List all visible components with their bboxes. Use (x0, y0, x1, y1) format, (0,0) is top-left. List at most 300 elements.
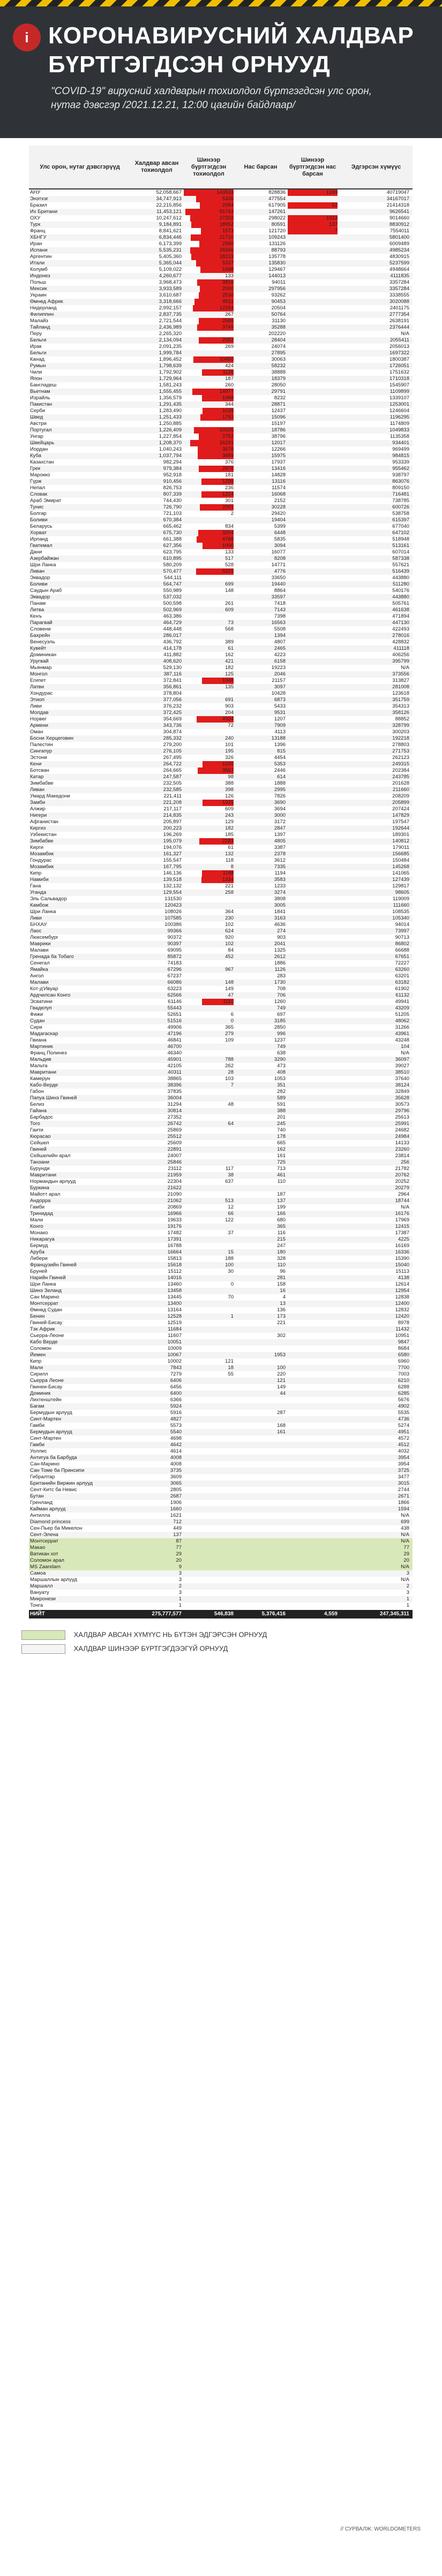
cell-new-cases: 221 (225, 883, 234, 889)
cell-new-cases: 236 (225, 485, 234, 491)
cell-recovered: 88852 (395, 716, 409, 722)
cell-new-deaths (288, 305, 338, 311)
cell-cases: 61146 (168, 999, 182, 1005)
cell-new-deaths (288, 710, 338, 716)
cell-recovered: 6210 (398, 1378, 409, 1384)
table-row (29, 292, 413, 299)
cell-new-deaths (288, 440, 338, 446)
table-row (29, 845, 413, 851)
cell-cases: 19633 (167, 1217, 182, 1223)
table-row (29, 1146, 413, 1153)
cell-deaths (236, 1416, 286, 1423)
table-row (29, 941, 413, 947)
cell-country: Барбадос (30, 1114, 53, 1120)
cell-new-deaths (288, 1545, 338, 1551)
cell-country: Тайланд (30, 324, 50, 330)
cell-recovered: N/A (401, 1538, 409, 1544)
cell-new-deaths (288, 1403, 338, 1410)
cell-country: Ардчилсан Конго (30, 992, 71, 998)
cell-new-deaths (288, 568, 338, 575)
cell-country: Румын (30, 363, 46, 369)
cell-deaths (236, 1551, 286, 1557)
cell-deaths: 18786 (271, 427, 286, 433)
cell-new-cases: 133 (225, 273, 234, 279)
cell-new-deaths (288, 562, 338, 568)
cell-new-deaths (288, 934, 338, 941)
cell-recovered: 25991 (395, 1121, 409, 1127)
table-row (29, 1500, 413, 1506)
cell-cases: 38396 (167, 1082, 182, 1088)
cell-new-deaths (288, 870, 338, 877)
cell-new-deaths (288, 408, 338, 414)
cell-new-deaths (288, 1134, 338, 1140)
cell-country: Гватемал (30, 543, 53, 549)
cell-new-cases (184, 1538, 234, 1545)
cell-recovered: 9014660 (389, 215, 409, 221)
table-row (29, 408, 413, 414)
cell-new-deaths (288, 530, 338, 536)
cell-country: Ирланд (30, 536, 48, 542)
cell-cases: 464,729 (163, 620, 182, 626)
cell-recovered: 141065 (392, 870, 409, 876)
cell-deaths: 1233 (274, 883, 286, 889)
cell-deaths: 283 (277, 973, 286, 979)
cell-new-deaths (288, 1326, 338, 1333)
cell-recovered: 90713 (395, 934, 409, 940)
cell-country: Малайз (30, 318, 48, 324)
cell-country: Арубa (30, 1249, 45, 1255)
cell-country: Испани (30, 247, 48, 253)
cell-deaths: 121 (277, 1378, 286, 1384)
cell-recovered: 40719047 (386, 189, 409, 195)
cell-recovered: 716481 (392, 491, 409, 497)
cell-new-cases: 344 (225, 401, 234, 407)
cell-recovered: 1866 (398, 1500, 409, 1506)
table-row (29, 793, 413, 800)
cell-new-deaths (288, 337, 338, 344)
cell-new-deaths: 137 (288, 222, 338, 228)
table-row (29, 710, 413, 716)
cell-deaths: 1888 (274, 780, 286, 786)
cell-country: Португал (30, 427, 52, 433)
cell-deaths: 589 (277, 1095, 286, 1101)
cell-recovered: 24984 (395, 1134, 409, 1139)
cell-deaths: 3185 (274, 1018, 286, 1024)
table-row (29, 1333, 413, 1339)
cell-country: Багам (30, 1403, 44, 1409)
cell-recovered: 3357284 (389, 279, 409, 285)
table-row (29, 1031, 413, 1037)
new-deaths-bar (288, 228, 338, 234)
cell-country: Канад (30, 356, 44, 362)
cell-cases: 2,265,320 (159, 331, 182, 337)
cell-new-deaths (288, 780, 338, 787)
cell-new-deaths (288, 1468, 338, 1474)
cell-new-deaths (288, 954, 338, 960)
cell-country: Кюрасао (30, 1134, 51, 1139)
table-row (29, 1262, 413, 1268)
cell-new-cases: 48 (228, 1101, 234, 1107)
cell-new-deaths (288, 1365, 338, 1371)
cell-new-deaths (288, 1114, 338, 1121)
cell-country: Босни Херцеговин (30, 735, 74, 741)
cell-cases: 661,388 (163, 536, 182, 542)
cell-cases: 17482 (167, 1230, 182, 1236)
cell-new-cases: 452 (225, 954, 234, 960)
cell-recovered: 281008 (392, 684, 409, 690)
cell-country: Уругвай (30, 658, 49, 664)
cell-deaths: 100 (277, 1365, 286, 1371)
cell-country: Польш (30, 279, 47, 285)
cell-new-cases (184, 1095, 234, 1101)
cell-deaths: 93262 (271, 292, 286, 298)
cell-deaths: 4 (282, 1294, 286, 1300)
cell-country: Гүрж (30, 478, 42, 484)
cell-cases: 623,795 (163, 549, 182, 555)
cell-recovered: 12838 (395, 1294, 409, 1300)
cell-cases: 46700 (167, 1044, 182, 1050)
cell-country: Хорват (30, 530, 47, 536)
table-row (29, 568, 413, 575)
cell-recovered: 48062 (395, 1018, 409, 1024)
cell-deaths: 30228 (271, 504, 286, 510)
cell-new-cases (184, 1602, 234, 1609)
cell-deaths: 202220 (268, 331, 286, 337)
cell-recovered: 3015 (398, 1480, 409, 1486)
table-row (29, 1429, 413, 1435)
cell-new-cases: 3578 (184, 446, 234, 453)
table-row (29, 1487, 413, 1493)
cell-cases: 6,834,446 (159, 234, 182, 240)
cell-country: Монтсеррат (30, 1301, 58, 1306)
cell-cases: 13458 (167, 1288, 182, 1294)
cell-new-deaths (288, 356, 338, 363)
cell-recovered: 438 (401, 1525, 409, 1531)
cell-cases: 6366 (170, 1397, 182, 1403)
cell-new-deaths (288, 1416, 338, 1423)
cell-deaths: 297956 (268, 286, 286, 292)
cell-deaths: 12017 (271, 440, 286, 446)
table-row (29, 729, 413, 735)
cell-new-cases (184, 331, 234, 337)
cell-deaths: 31130 (272, 318, 286, 324)
cell-recovered: 2638191 (389, 318, 409, 324)
cell-new-cases: 37 (228, 1230, 234, 1236)
cell-cases: 108026 (164, 909, 182, 915)
cell-new-cases: 148 (225, 979, 234, 985)
cell-recovered: 17969 (395, 1217, 409, 1223)
table-row (29, 1384, 413, 1390)
cell-new-deaths (288, 1320, 338, 1326)
cell-new-deaths (288, 1525, 338, 1532)
cell-new-cases (184, 1089, 234, 1095)
cell-country: Франц (30, 228, 46, 234)
cell-new-cases: 149 (225, 986, 234, 992)
cell-new-deaths (288, 857, 338, 864)
table-row (29, 1577, 413, 1583)
cell-new-deaths (288, 922, 338, 928)
cell-new-deaths (288, 395, 338, 401)
cell-cases: 22,215,856 (156, 202, 182, 208)
cell-deaths: 4807 (274, 639, 286, 645)
cell-country: Иран (30, 241, 42, 247)
cell-cases: 15813 (167, 1256, 182, 1262)
cell-cases: 807,339 (163, 491, 182, 497)
cell-deaths (236, 1403, 286, 1410)
cell-new-cases (184, 1493, 234, 1500)
cell-recovered: 11432 (395, 1326, 409, 1332)
cell-new-deaths (288, 960, 338, 967)
cell-new-cases (184, 633, 234, 639)
cell-country: Сингапур (30, 748, 53, 754)
cell-cases: 537,032 (163, 594, 182, 600)
cell-new-deaths (288, 1371, 338, 1378)
header-stripe (0, 0, 442, 6)
cell-cases: 1,555,455 (159, 389, 182, 394)
table-row (29, 1570, 413, 1577)
cell-new-deaths (288, 729, 338, 735)
cell-deaths: 828836 (268, 189, 286, 195)
table-row (29, 1519, 413, 1525)
cell-recovered: 738785 (392, 498, 409, 504)
cell-country: Diamond princess (30, 1519, 71, 1525)
table-row (29, 530, 413, 536)
cell-new-cases: 195 (225, 748, 234, 754)
cell-new-cases: 261 (225, 601, 234, 606)
cell-country: Эль Сальвадор (30, 896, 67, 902)
table-row (29, 620, 413, 626)
cell-country: Чили (30, 369, 42, 375)
cell-recovered: 1196295 (389, 414, 409, 420)
cell-cases: 1,227,854 (159, 434, 182, 439)
table-row (29, 1108, 413, 1114)
cell-new-deaths (288, 1243, 338, 1249)
table-row (29, 215, 413, 222)
cell-deaths: 298022 (268, 215, 286, 221)
cell-new-cases: 133 (225, 549, 234, 555)
cell-country: Ботсван (30, 768, 49, 773)
cell-new-deaths (288, 652, 338, 658)
cell-cases: 1,729,964 (159, 376, 182, 382)
table-row (29, 1044, 413, 1050)
cell-cases: 10009 (167, 1346, 182, 1351)
cell-country: Сири (30, 1024, 42, 1030)
cell-deaths (236, 1545, 286, 1551)
table-row (29, 633, 413, 639)
cell-cases: 1,356,579 (159, 395, 182, 401)
cell-new-deaths (288, 1532, 338, 1538)
cell-new-deaths (288, 665, 338, 671)
table-row (29, 1243, 413, 1249)
table-row (29, 1204, 413, 1211)
table-row (29, 1545, 413, 1551)
table-row (29, 523, 413, 530)
cell-new-deaths (288, 1095, 338, 1101)
cell-new-deaths (288, 1557, 338, 1564)
cell-country: Мексик (30, 286, 47, 292)
cell-deaths (236, 1493, 286, 1500)
cell-new-deaths (288, 787, 338, 793)
cell-country: Эквадор (30, 575, 50, 581)
cell-deaths: 44 (280, 1390, 286, 1396)
cell-new-deaths (288, 446, 338, 453)
cell-cases: 247,587 (163, 774, 182, 780)
cell-new-deaths (288, 1211, 338, 1217)
cell-cases: 85872 (167, 954, 182, 960)
cell-new-cases: 2000 (184, 286, 234, 292)
brand-logo: i (13, 24, 41, 51)
table-row (29, 1474, 413, 1480)
table-row (29, 389, 413, 395)
cell-new-cases: 4788 (184, 536, 234, 543)
cell-new-cases: 28 (228, 1069, 234, 1075)
cell-cases: 744,430 (163, 498, 182, 504)
cell-recovered: N/A (401, 1564, 409, 1570)
cell-country: Сан-Марино (30, 1461, 60, 1467)
cell-recovered: 422493 (392, 626, 409, 632)
table-row (29, 986, 413, 992)
cell-new-deaths (288, 671, 338, 678)
cell-new-cases: 135 (225, 684, 234, 690)
cell-new-cases (184, 1468, 234, 1474)
cell-deaths (236, 1435, 286, 1442)
cell-cases: 232,585 (163, 787, 182, 793)
table-row (29, 1602, 413, 1609)
table-row (29, 331, 413, 337)
cell-cases: 63223 (167, 986, 182, 992)
cell-country: Узбекистан (30, 832, 57, 838)
cell-new-deaths (288, 504, 338, 511)
cell-country: Мьянмар (30, 665, 52, 671)
table-row (29, 613, 413, 620)
cell-cases: 372,841 (163, 678, 182, 683)
cell-recovered: 12832 (395, 1307, 409, 1313)
col-header-recovered: Эдгэрсэн хүмүүс (351, 163, 401, 170)
cell-deaths (236, 1570, 286, 1577)
cell-new-cases: 1334 (184, 877, 234, 883)
table-row (29, 755, 413, 761)
table-row (29, 536, 413, 543)
cell-cases: 42105 (167, 1063, 182, 1069)
cell-recovered: 179011 (393, 845, 409, 850)
cell-cases: 51516 (167, 1018, 182, 1024)
cell-new-cases: 2283 (184, 838, 234, 845)
cell-cases: 5573 (170, 1423, 182, 1428)
cell-country: Монтсеррат (30, 1538, 58, 1544)
cell-new-deaths (288, 1577, 338, 1583)
cell-new-deaths (288, 690, 338, 697)
cell-country: Ватикан хот (30, 1551, 58, 1557)
cell-deaths: 33597 (271, 594, 286, 600)
cell-deaths: 3583 (274, 877, 286, 883)
cell-new-deaths (288, 1230, 338, 1236)
cell-new-cases: 2586 (184, 318, 234, 324)
cell-country: Оман (30, 729, 43, 735)
cell-new-deaths (288, 556, 338, 562)
cell-deaths: 220 (277, 1371, 286, 1377)
cell-cases: 3065 (170, 1480, 182, 1486)
cell-country: Ливи (30, 703, 42, 709)
cell-deaths: 135778 (268, 254, 286, 260)
cell-new-cases (184, 1224, 234, 1230)
cell-recovered: 20 (403, 1557, 409, 1563)
cell-new-cases (184, 594, 234, 601)
cell-deaths: 158 (277, 1281, 286, 1287)
cell-country: Гамби (30, 1442, 45, 1448)
cell-deaths: 6448 (274, 530, 286, 536)
cell-country: Саудын Араб (30, 588, 62, 594)
cell-new-cases: 117 (225, 1166, 234, 1172)
cell-deaths: 3808 (274, 896, 286, 902)
cell-deaths (236, 1358, 286, 1365)
cell-new-cases: 2536 (184, 292, 234, 299)
cell-new-cases: 388 (225, 780, 234, 786)
cell-new-cases: 1792 (184, 414, 234, 421)
cell-recovered: 8830912 (389, 222, 409, 227)
legend-swatch (21, 1644, 65, 1654)
cell-country: Бангладеш (30, 382, 57, 388)
cell-cases: 376,232 (163, 703, 182, 709)
cell-country: Гамби (30, 1204, 45, 1210)
cell-cases: 77 (176, 1545, 182, 1551)
table-row (29, 286, 413, 292)
cell-new-deaths (288, 234, 338, 241)
cell-new-deaths (288, 838, 338, 845)
cell-country: Болгар (30, 511, 47, 516)
cell-new-deaths (288, 613, 338, 620)
cell-new-deaths (288, 1301, 338, 1307)
cell-country: Замби (30, 800, 46, 806)
table-row (29, 1057, 413, 1063)
cell-recovered: 20279 (395, 1185, 409, 1191)
cell-cases: 195,079 (163, 838, 182, 844)
cell-cases: 25609 (167, 1140, 182, 1146)
cell-new-deaths (288, 1005, 338, 1012)
cell-new-deaths (288, 459, 338, 466)
cell-new-cases: 1 (230, 1313, 234, 1319)
cell-new-deaths (288, 1044, 338, 1050)
table-row (29, 1557, 413, 1564)
cell-recovered: 63260 (395, 967, 409, 972)
table-row (29, 273, 413, 279)
cell-recovered: 3954 (398, 1461, 409, 1467)
table-row (29, 896, 413, 902)
table-row (29, 196, 413, 202)
cell-cases: 500,598 (163, 601, 182, 606)
cell-deaths: 58232 (271, 363, 286, 369)
cell-country: Нарийн Гвиней (30, 1275, 66, 1281)
cell-deaths: 80591 (271, 222, 286, 227)
cell-new-deaths (288, 883, 338, 890)
cell-country: Япон (30, 376, 42, 382)
cell-cases: 205,897 (163, 819, 182, 825)
cell-country: Антигуа ба Барбуда (30, 1455, 77, 1461)
cell-new-deaths (288, 832, 338, 838)
cell-country: Беларусь (30, 523, 53, 529)
cell-new-deaths (288, 1262, 338, 1268)
cell-recovered: 18744 (395, 1198, 409, 1204)
cell-cases: 3 (178, 1570, 182, 1576)
cell-recovered: 145268 (392, 864, 409, 870)
total-cell: 247,345,311 (379, 1611, 409, 1617)
cell-country: MS Zaandam (30, 1564, 61, 1570)
cell-country: Гибралтар (30, 1474, 55, 1480)
cell-cases: 6400 (170, 1390, 182, 1396)
cell-new-cases: 269 (225, 344, 234, 349)
legend-no-new-cases (21, 1644, 429, 1654)
cell-cases: 304,874 (163, 729, 182, 735)
cell-new-deaths (288, 967, 338, 973)
